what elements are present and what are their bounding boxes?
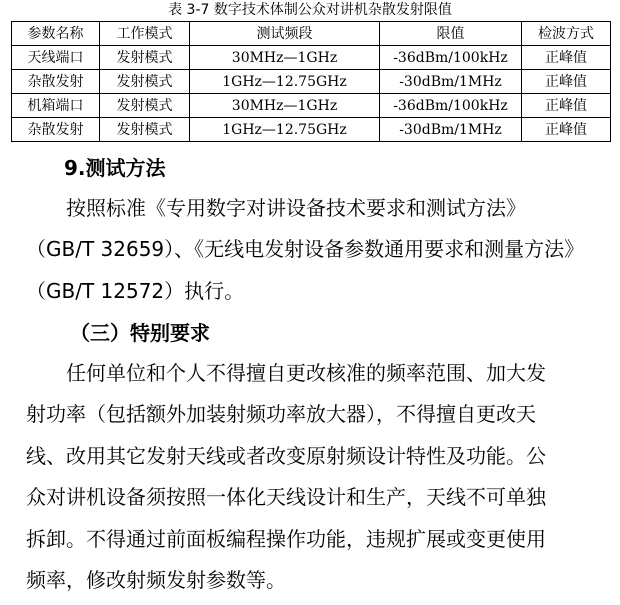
band-cell: 1GHz—12.75GHz: [190, 118, 380, 142]
table-header-row: [12, 22, 611, 46]
paragraph-line: 任何单位和个人不得擅自更改核准的频率范围、加大发: [66, 361, 546, 385]
section-heading-special-requirements: （三）特别要求: [70, 321, 210, 345]
mode-cell: 发射模式: [100, 94, 190, 118]
band-cell: 30MHz—1GHz: [190, 46, 380, 70]
paragraph-line: （GB/T 32659）、《无线电发射设备参数通用要求和测量方法》: [26, 237, 585, 261]
spurious-emission-limits-table: [11, 21, 611, 142]
table-caption: 表 3-7 数字技术体制公众对讲机杂散发射限值: [168, 2, 452, 18]
table-row: [12, 118, 611, 142]
paragraph-line: 线、改用其它发射天线或者改变原射频设计特性及功能。公: [26, 444, 546, 468]
header-limit: 限值: [380, 22, 522, 46]
table-row: [12, 70, 611, 94]
detector-cell: 正峰值: [522, 46, 611, 70]
table-row: [12, 46, 611, 70]
paragraph-line: 射功率（包括额外加装射频功率放大器），不得擅自更改天: [26, 402, 536, 426]
section-heading-test-methods: 9.测试方法: [64, 156, 166, 180]
paragraph-line: 频率，修改射频发射参数等。: [26, 568, 286, 592]
limit-cell: -30dBm/1MHz: [380, 118, 522, 142]
detector-cell: 正峰值: [522, 70, 611, 94]
detector-cell: 正峰值: [522, 94, 611, 118]
paragraph-line: 按照标准《专用数字对讲设备技术要求和测试方法》: [66, 196, 526, 220]
detector-cell: 正峰值: [522, 118, 611, 142]
header-detector: 检波方式: [522, 22, 611, 46]
mode-cell: 发射模式: [100, 46, 190, 70]
mode-cell: 发射模式: [100, 118, 190, 142]
port-cell-line2: 杂散发射: [12, 70, 100, 94]
limit-cell: -30dBm/1MHz: [380, 70, 522, 94]
limit-cell: -36dBm/100kHz: [380, 46, 522, 70]
band-cell: 30MHz—1GHz: [190, 94, 380, 118]
port-cell-line2: 杂散发射: [12, 118, 100, 142]
header-band: 测试频段: [190, 22, 380, 46]
mode-cell: 发射模式: [100, 70, 190, 94]
header-mode: 工作模式: [100, 22, 190, 46]
port-cell-line1: 机箱端口: [12, 94, 100, 118]
limit-cell: -36dBm/100kHz: [380, 94, 522, 118]
port-cell-line1: 天线端口: [12, 46, 100, 70]
paragraph-line: 拆卸。不得通过前面板编程操作功能，违规扩展或变更使用: [26, 527, 546, 551]
paragraph-line: （GB/T 12572）执行。: [26, 279, 245, 303]
band-cell: 1GHz—12.75GHz: [190, 70, 380, 94]
header-parameter: 参数名称: [12, 22, 100, 46]
table-row: [12, 94, 611, 118]
paragraph-line: 众对讲机设备须按照一体化天线设计和生产，天线不可单独: [26, 485, 546, 509]
